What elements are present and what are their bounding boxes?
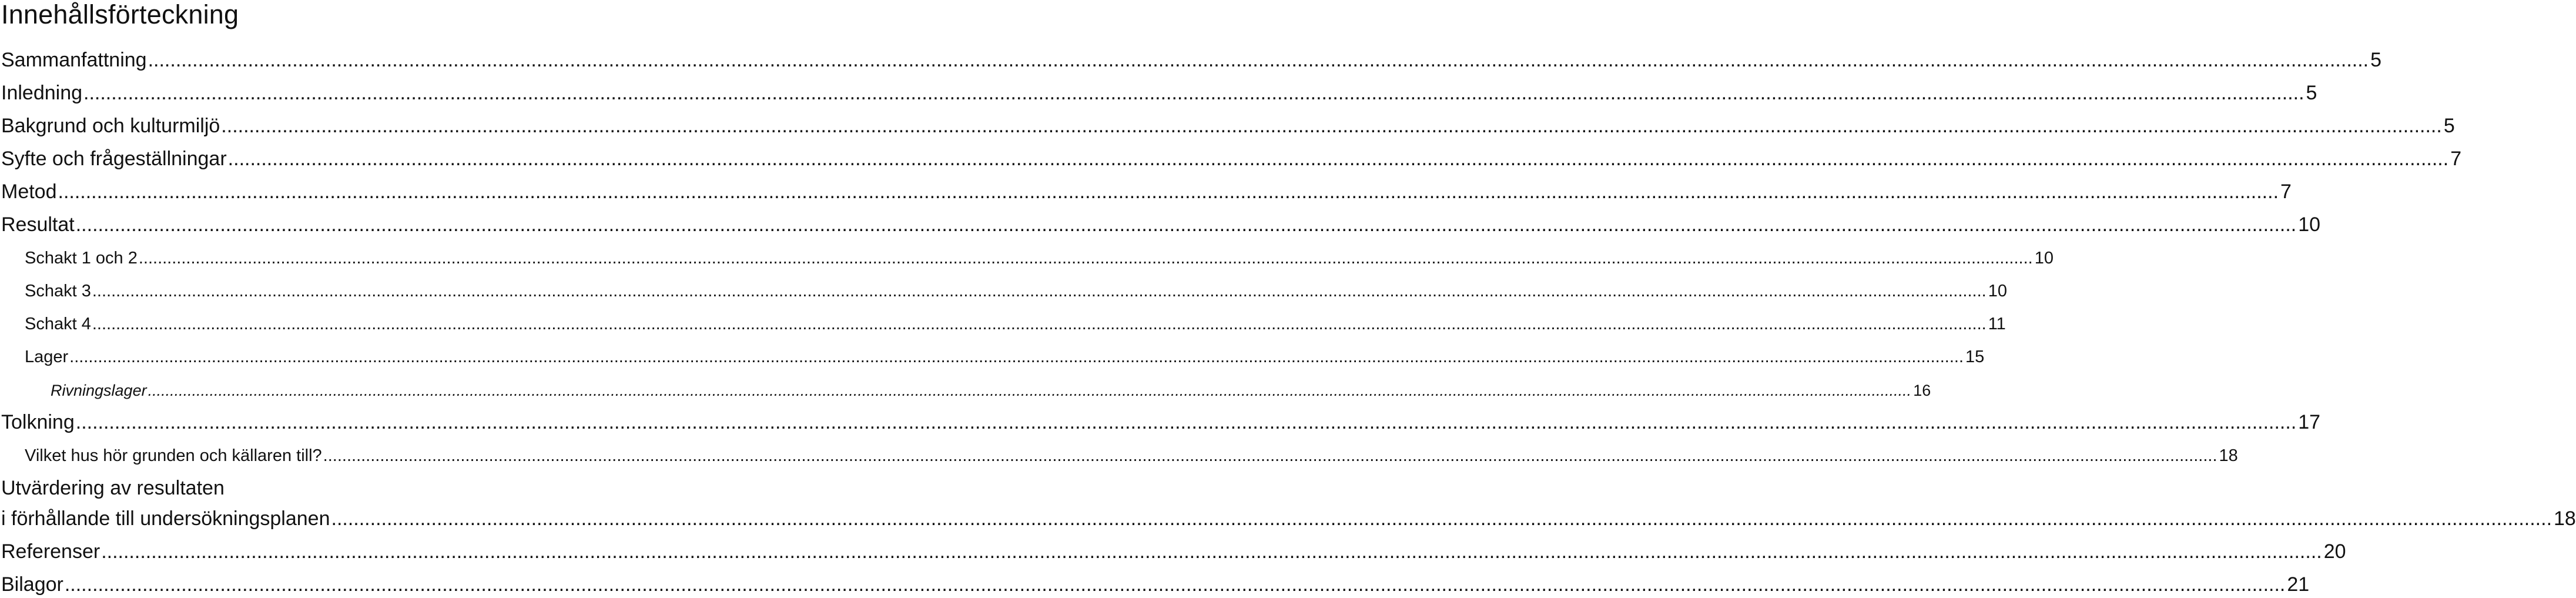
toc-entry-lager[interactable] [25, 346, 1985, 368]
toc-page-number: 16 [1913, 382, 1931, 399]
toc-leader-dots: ................................................................................................................................................................................................................................................................................................................................................................................................................ [221, 115, 2442, 137]
toc-leader-dots: ................................................................................................................................................................................................................................................................................................................................................................................................................ [331, 507, 2552, 530]
toc-page-number: 17 [2298, 411, 2321, 433]
toc-entry-label: Bakgrund och kulturmiljö [1, 115, 220, 137]
toc-entry-metod[interactable] [1, 180, 2292, 203]
toc-entry-label: Bilagor [1, 573, 63, 596]
toc-entry-schakt-3[interactable] [25, 280, 2007, 302]
toc-leader-dots: ................................................................................................................................................................................................................................................................................................................................................................................................................ [148, 382, 1912, 399]
toc-entry-label: Schakt 4 [25, 315, 91, 333]
toc-entry-label: Referenser [1, 540, 101, 563]
toc-entry-sammanfattning[interactable] [1, 48, 2382, 72]
toc-page-number: 10 [1988, 282, 2007, 300]
toc-entry-bakgrund[interactable] [1, 114, 2455, 138]
toc-leader-dots: ................................................................................................................................................................................................................................................................................................................................................................................................................ [92, 315, 1987, 333]
toc-entry-tolkning[interactable] [1, 410, 2321, 434]
toc-entry-label: Sammanfattning [1, 49, 147, 71]
toc-leader-dots: ................................................................................................................................................................................................................................................................................................................................................................................................................ [75, 213, 2297, 236]
toc-entry-label: Inledning [1, 82, 83, 104]
toc-entry-label: Syfte och frågeställningar [1, 148, 227, 170]
toc-entry-label: Lager [25, 348, 69, 366]
toc-entry-label: Vilket hus hör grunden och källaren till? [25, 446, 322, 465]
toc-page-number: 5 [2443, 115, 2455, 137]
toc-entry-syfte[interactable] [1, 147, 2462, 171]
toc-page-number: 10 [2034, 249, 2054, 268]
toc-page-number: 7 [2280, 181, 2292, 203]
toc-page-number: 21 [2287, 573, 2310, 596]
toc-page-number: 18 [2554, 507, 2576, 530]
toc-entry-utvardering[interactable] [1, 507, 2576, 530]
toc-page-number: 5 [2306, 82, 2317, 104]
page-title: Innehållsförteckning [1, 0, 239, 29]
toc-leader-dots: ................................................................................................................................................................................................................................................................................................................................................................................................................ [64, 573, 2286, 596]
toc-page-number: 7 [2450, 148, 2462, 170]
toc-page-number: 18 [2219, 446, 2238, 465]
toc-entry-label: Metod [1, 181, 57, 203]
toc-leader-dots: ................................................................................................................................................................................................................................................................................................................................................................................................................ [69, 348, 1964, 366]
toc-entry-utvardering-line1: Utvärdering av resultaten [1, 477, 225, 499]
toc-entry-bilagor[interactable] [1, 573, 2310, 596]
toc-leader-dots: ................................................................................................................................................................................................................................................................................................................................................................................................................ [323, 446, 2217, 465]
toc-leader-dots: ................................................................................................................................................................................................................................................................................................................................................................................................................ [138, 249, 2033, 268]
toc-entry-label: Tolkning [1, 411, 75, 433]
toc-leader-dots: ................................................................................................................................................................................................................................................................................................................................................................................................................ [148, 49, 2369, 71]
toc-entry-label: i förhållande till undersökningsplanen [1, 507, 330, 530]
toc-entry-label: Resultat [1, 213, 75, 236]
toc-leader-dots: ................................................................................................................................................................................................................................................................................................................................................................................................................ [75, 411, 2297, 433]
toc-entry-label: Schakt 1 och 2 [25, 249, 138, 268]
toc-leader-dots: ................................................................................................................................................................................................................................................................................................................................................................................................................ [58, 181, 2279, 203]
toc-page-number: 15 [1965, 348, 1985, 366]
toc-page-number: 10 [2298, 213, 2321, 236]
toc-entry-schakt-4[interactable] [25, 313, 2006, 335]
toc-entry-vilket-hus[interactable] [25, 445, 2238, 466]
toc-entry-inledning[interactable] [1, 81, 2317, 105]
toc-leader-dots: ................................................................................................................................................................................................................................................................................................................................................................................................................ [92, 282, 1987, 300]
toc-entry-referenser[interactable] [1, 540, 2346, 563]
toc-entry-rivningslager[interactable] [51, 380, 1931, 400]
toc-leader-dots: ................................................................................................................................................................................................................................................................................................................................................................................................................ [83, 82, 2304, 104]
toc-page-number: 20 [2323, 540, 2346, 563]
toc-entry-resultat[interactable] [1, 213, 2321, 236]
toc-entry-schakt-1-och-2[interactable] [25, 248, 2054, 269]
toc-entry-label: Schakt 3 [25, 282, 91, 300]
toc-entry-label: Rivningslager [51, 382, 147, 399]
toc-page-number: 5 [2370, 49, 2382, 71]
toc-leader-dots: ................................................................................................................................................................................................................................................................................................................................................................................................................ [227, 148, 2449, 170]
toc-leader-dots: ................................................................................................................................................................................................................................................................................................................................................................................................................ [101, 540, 2322, 563]
toc-page-number: 11 [1988, 315, 2006, 333]
